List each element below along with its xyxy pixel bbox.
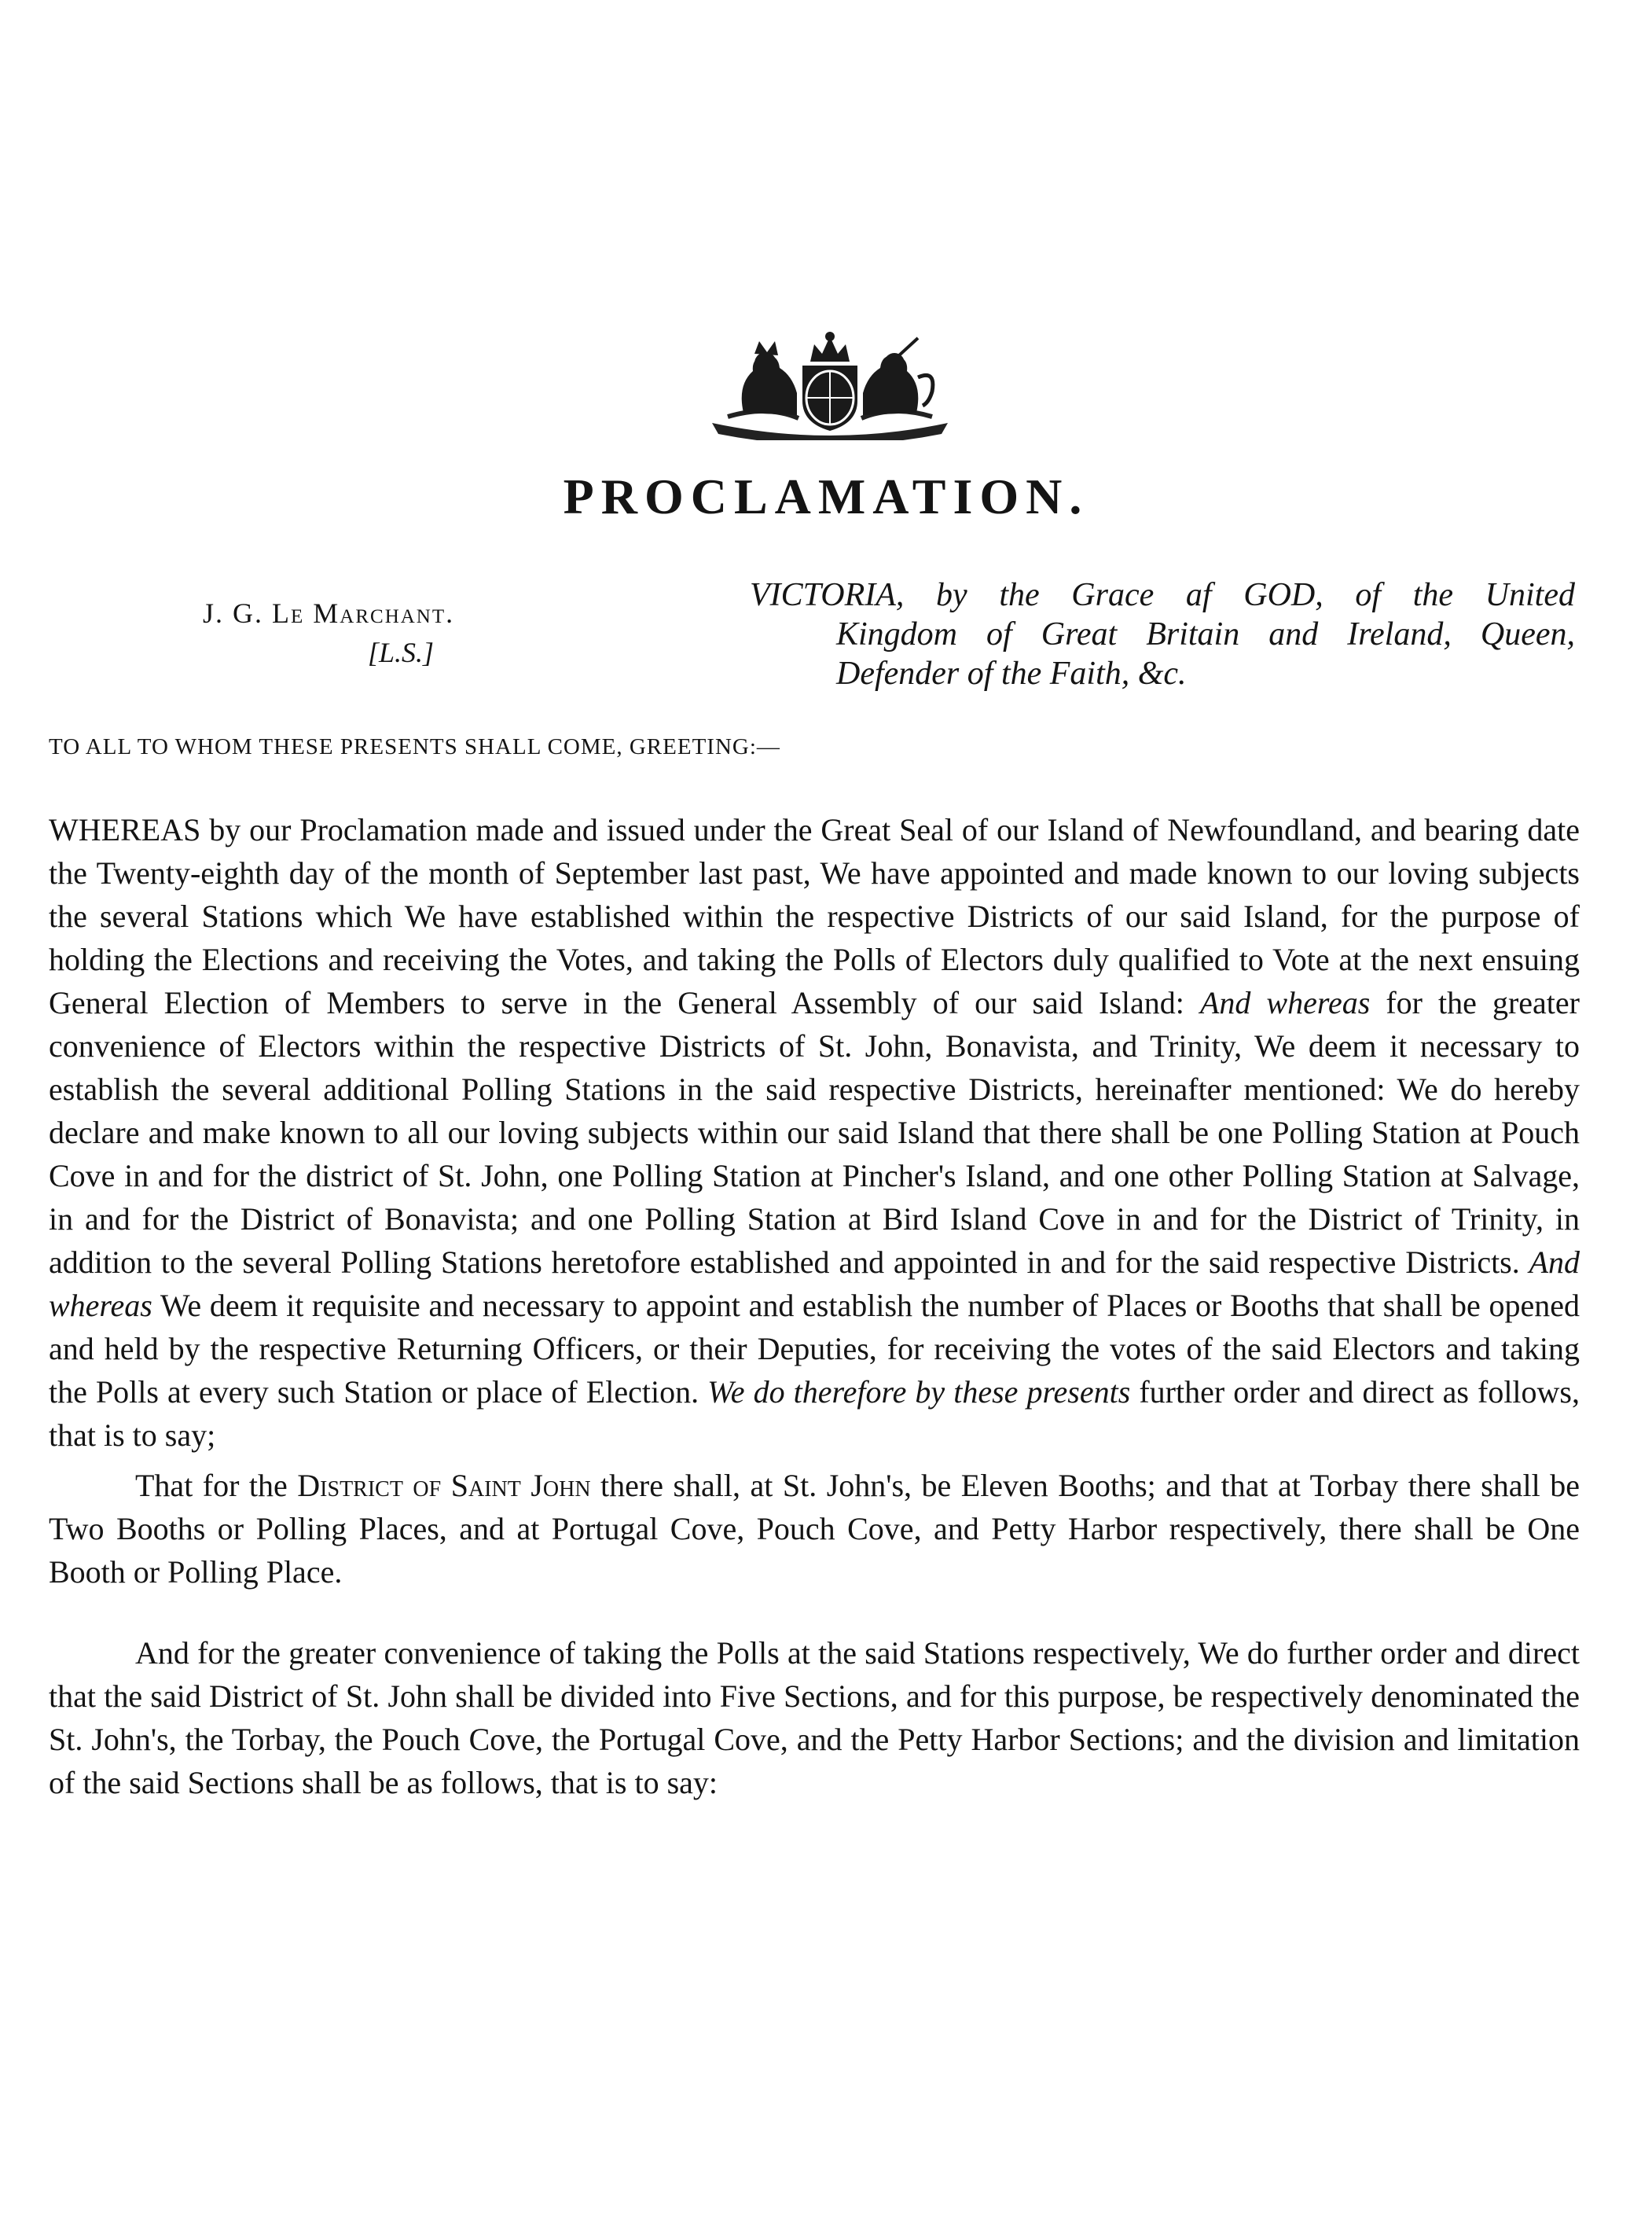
page-title: PROCLAMATION.: [563, 469, 1089, 524]
royal-style: [750, 575, 1575, 693]
governor-name: J. G. Le Marchant.: [203, 597, 455, 629]
paragraph-sections: And for the greater convenience of taking the Polls at the said Stations respectively, We do further order and direct that the said District of St. John shall be divided into Five Sections, and for this purpose, be respectively denominated the St. John's, the Torbay, the Pouch Cove, the Portugal Cove, and the Petty Harbor Sections; and the division and limitation of the said Sections shall be as follows, that is to say:: [49, 1635, 1580, 1800]
locus-sigilli: [L.S.]: [368, 637, 435, 668]
greeting: TO ALL TO WHOM THESE PRESENTS SHALL COME, GREETING:—: [49, 734, 780, 759]
governor-signature: [203, 594, 643, 672]
paragraph-whereas: WHEREAS by our Proclamation made and issued under the Great Seal of our Island of Newfoundland, and bearing date the Twenty-eighth day of the month of September last past, We have appointed and made known to our loving subjects the several Stations which We have established within the respective Districts of our said Island, for the purpose of holding the Elections and receiving the Votes, and taking the Polls of Electors duly qualified to Vote at the next ensuing General Election of Members to serve in the General Assembly of our said Island: And whereas for the greater convenience of Electors within the respective Districts of St. John, Bonavista, and Trinity, We deem it necessary to establish the several additional Polling Stations in the said respective Districts, hereinafter mentioned: We do hereby declare and make known to all our loving subjects within our said Island that there shall be one Polling Station at Pouch Cove in and for the district of St. John, one Polling Station at Pincher's Island, and one other Polling Station at Salvage, in and for the District of Bonavista; and one Polling Station at Bird Island Cove in and for the District of Trinity, in addition to the several Polling Stations heretofore established and appointed in and for the said respective Districts. And whereas We deem it requisite and necessary to appoint and establish the number of Places or Booths that shall be opened and held by the respective Returning Officers, or their Deputies, for receiving the votes of the said Electors and taking the Polls at every such Station or place of Election. We do therefore by these presents further order and direct as follows, that is to say;: [49, 812, 1580, 1453]
paragraph-booths: That for the District of Saint John there shall, at St. John's, be Eleven Booths; and that at Torbay there shall be Two Booths or Polling Places, and at Portugal Cove, Pouch Cove, and Petty Harbor respectively, there shall be One Booth or Polling Place.: [49, 1468, 1580, 1590]
royal-style-line1: VICTORIA, by the Grace af GOD, of the United: [750, 577, 1575, 613]
royal-coat-of-arms-icon: [696, 330, 964, 440]
royal-style-rest: Kingdom of Great Britain and Ireland, Queen, Defender of the Faith, &c.: [836, 616, 1575, 692]
